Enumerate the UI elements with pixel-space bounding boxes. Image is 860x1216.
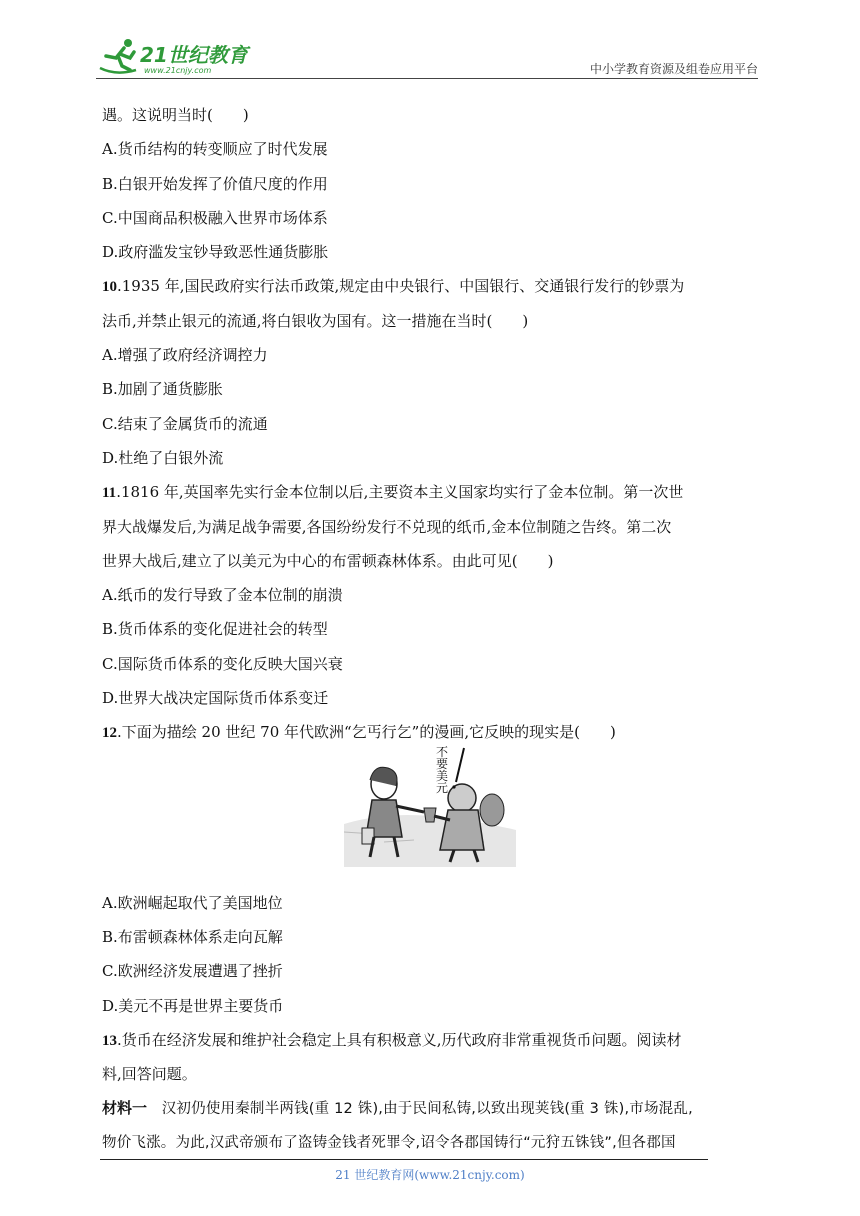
q13-text-1: .货币在经济发展和维护社会稳定上具有积极意义,历代政府非常重视货币问题。阅读材 (117, 1030, 682, 1049)
page-content (102, 98, 762, 1160)
q12-option-b: B.布雷顿森林体系走向瓦解 (102, 927, 283, 946)
q10-option-d: D.杜绝了白银外流 (102, 448, 224, 467)
q10-line1 (102, 269, 762, 303)
q11-text-1: .1816 年,英国率先实行金本位制以后,主要资本主义国家均实行了金本位制。第一次世 (116, 483, 684, 502)
site-logo[interactable] (96, 36, 256, 76)
speech-char-1: 不 (436, 745, 449, 759)
q11-line3: 世界大战后,建立了以美元为中心的布雷顿森林体系。由此可见( ) (102, 551, 554, 570)
speech-char-3: 美 (436, 769, 449, 783)
logo-url: www.21cnjy.com (144, 66, 212, 75)
q10-option-a: A.增强了政府经济调控力 (102, 346, 268, 365)
logo-text: 21世纪教育 (140, 43, 248, 67)
q9-tail: 遇。这说明当时( ) (102, 106, 249, 124)
q11-option-c: C.国际货币体系的变化反映大国兴衰 (102, 654, 343, 673)
q11-line2: 界大战爆发后,为满足战争需要,各国纷纷发行不兑现的纸币,金本位制随之告终。第二次 (102, 517, 672, 536)
q11-option-b: B.货币体系的变化促进社会的转型 (102, 620, 328, 639)
q10-text-1: .1935 年,国民政府实行法币政策,规定由中央银行、中国银行、交通银行发行的钞票为 (117, 277, 685, 296)
q12-option-d: D.美元不再是世界主要货币 (102, 996, 284, 1015)
q9-option-c: C.中国商品积极融入世界市场体系 (102, 208, 328, 227)
material-label: 材料一 (102, 1100, 148, 1118)
q10-number: 10 (102, 279, 117, 296)
page-footer[interactable]: 21 世纪教育网(www.21cnjy.com) (335, 1168, 525, 1182)
q12-option-c: C.欧洲经济发展遭遇了挫折 (102, 962, 283, 981)
q11-option-d: D.世界大战决定国际货币体系变迁 (102, 689, 329, 708)
q11-number: 11 (102, 485, 117, 502)
q13-line2: 料,回答问题。 (102, 1065, 197, 1084)
q11-line1 (102, 475, 762, 509)
q10-option-c: C.结束了金属货币的流通 (102, 414, 268, 433)
footer-divider (100, 1159, 708, 1160)
q9-option-a: A.货币结构的转变顺应了时代发展 (102, 140, 328, 159)
header-divider (96, 78, 758, 79)
page-header (96, 32, 758, 80)
material-text-1: 汉初仍使用秦制半两钱(重 12 铢),由于民间私铸,以致出现荚钱(重 3 铢),市场混乱, (147, 1101, 693, 1118)
beggar-cartoon-image (344, 742, 516, 867)
q12-number: 12 (102, 725, 117, 742)
speech-char-4: 元 (436, 781, 449, 795)
q9-option-d: D.政府滥发宝钞导致恶性通货膨胀 (102, 243, 329, 262)
q9-option-b: B.白银开始发挥了价值尺度的作用 (102, 174, 328, 193)
q12-option-a: A.欧洲崛起取代了美国地位 (102, 893, 283, 912)
runner-icon (100, 39, 136, 73)
cartoon-speech-text (436, 745, 448, 795)
q11-option-a: A.纸币的发行导致了金本位制的崩溃 (102, 586, 343, 605)
speech-char-2: 要 (436, 757, 449, 771)
header-tagline: 中小学教育资源及组卷应用平台 (589, 62, 758, 76)
q13-material-line1 (102, 1091, 762, 1125)
q13-material-line2: 物价飞涨。为此,汉武帝颁布了盗铸金钱者死罪令,诏令各郡国铸行“元狩五铢钱”,但各郡国 (102, 1134, 676, 1151)
q13-number: 13 (102, 1032, 117, 1049)
q12-text-1: .下面为描绘 20 世纪 70 年代欧洲“乞丐行乞”的漫画,它反映的现实是( ) (117, 723, 616, 742)
q10-line2: 法币,并禁止银元的流通,将白银收为国有。这一措施在当时( ) (102, 311, 529, 330)
q10-option-b: B.加剧了通货膨胀 (102, 380, 223, 399)
q13-line1 (102, 1023, 762, 1057)
